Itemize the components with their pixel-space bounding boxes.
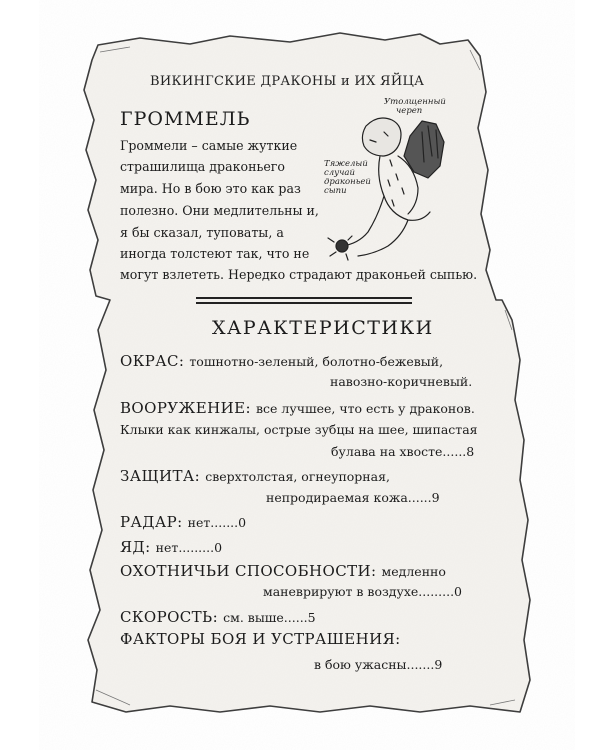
stat-label: РАДАР: xyxy=(120,513,183,531)
stat-hunting xyxy=(120,561,446,580)
characteristics-title: ХАРАКТЕРИСТИКИ xyxy=(212,317,434,339)
divider-top xyxy=(196,297,412,299)
divider-bottom xyxy=(196,302,412,304)
description-line: полезно. Они медлительны и, xyxy=(120,203,319,218)
stat-speed xyxy=(120,607,316,626)
stat-value-cont: Клыки как кинжалы, острые зубцы на шее, шипастая xyxy=(120,422,478,437)
description-line: Громмели – самые жуткие xyxy=(120,138,298,153)
stat-armament xyxy=(120,398,475,417)
description-line: могут взлететь. Нередко страдают драконьей сыпью. xyxy=(120,267,478,282)
stat-label: СКОРОСТЬ: xyxy=(120,608,219,626)
illustration-note-rash: Тяжелый случай драконьей сыпи xyxy=(324,159,371,196)
stat-fear-label: ФАКТОРЫ БОЯ И УСТРАШЕНИЯ: xyxy=(120,630,401,648)
stat-label: ОКРАС: xyxy=(120,352,185,370)
stat-value: медленно xyxy=(381,564,446,579)
stat-value: нет.........0 xyxy=(155,540,223,555)
stat-value: нет.......0 xyxy=(187,515,247,530)
stat-defense xyxy=(120,466,390,485)
stat-label: ВООРУЖЕНИЕ: xyxy=(120,399,251,417)
stat-value-cont: непродираемая кожа......9 xyxy=(266,490,440,505)
description-line: мира. Но в бою это как раз xyxy=(120,181,301,196)
description-line: я бы сказал, туповаты, а xyxy=(120,225,284,240)
stat-value-cont: маневрируют в воздухе.........0 xyxy=(263,584,463,599)
stat-label: ЯД: xyxy=(120,538,151,556)
stat-fear-value: в бою ужасны.......9 xyxy=(314,657,443,672)
stat-poison xyxy=(120,537,222,556)
stat-value: см. выше......5 xyxy=(223,610,316,625)
dragon-illustration xyxy=(318,96,448,266)
stat-label: ЗАЩИТА: xyxy=(120,467,201,485)
description-line: страшилища драконьего xyxy=(120,159,285,174)
stat-value-cont: навозно-коричневый. xyxy=(330,374,473,389)
stat-value: сверхтолстая, огнеупорная, xyxy=(205,469,390,484)
stat-value: тошнотно-зеленый, болотно-бежевый, xyxy=(189,354,444,369)
illustration-note-skull: Утолщенный череп xyxy=(384,97,446,116)
stat-radar xyxy=(120,512,246,531)
page-header: ВИКИНГСКИЕ ДРАКОНЫ и ИХ ЯЙЦА xyxy=(150,74,425,89)
stat-value-cont: булава на хвосте......8 xyxy=(331,444,475,459)
stat-value: все лучшее, что есть у драконов. xyxy=(256,401,475,416)
dragon-name-title: ГРОММЕЛЬ xyxy=(120,108,251,130)
stat-color xyxy=(120,351,443,370)
stat-label: ОХОТНИЧЬИ СПОСОБНОСТИ: xyxy=(120,562,377,580)
description-line: иногда толстеют так, что не xyxy=(120,246,310,261)
